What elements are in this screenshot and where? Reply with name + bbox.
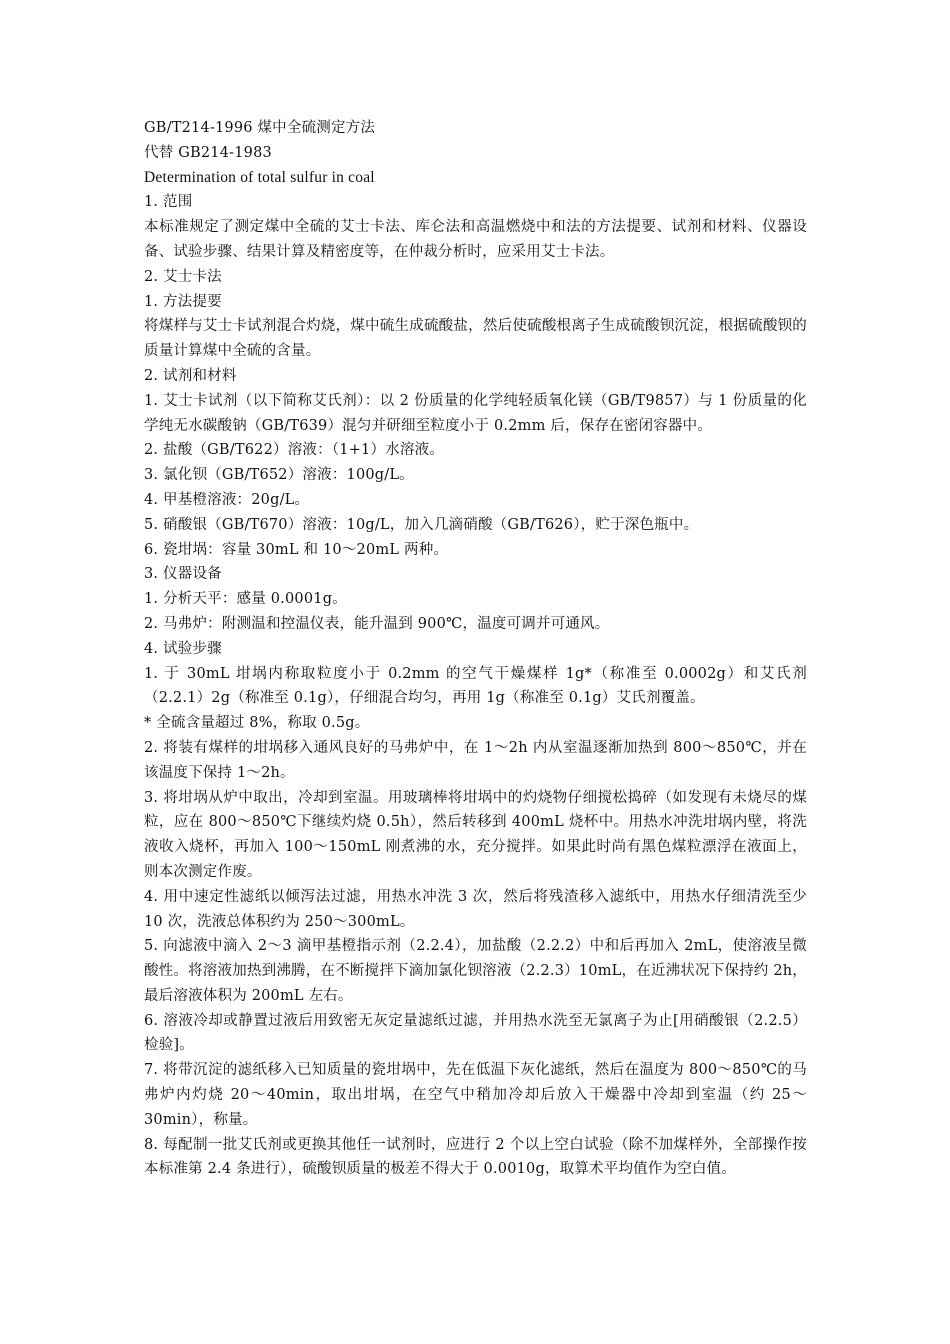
paragraph: 2. 盐酸（GB/T622）溶液：（1+1）水溶液。	[144, 442, 444, 459]
paragraph: 1. 分析天平：感量 0.0001g。	[144, 591, 347, 608]
paragraph: 将煤样与艾士卡试剂混合灼烧，煤中硫生成硫酸盐，然后使硫酸根离子生成硫酸钡沉淀，根据硫酸钡的质量计算煤中全硫的含量。	[144, 318, 807, 360]
paragraph: 本标准规定了测定煤中全硫的艾士卡法、库仑法和高温燃烧中和法的方法提要、试剂和材料、仪器设备、试验步骤、结果计算及精密度等，在仲裁分析时，应采用艾士卡法。	[144, 219, 807, 260]
paragraph: 3. 氯化钡（GB/T652）溶液：100g/L。	[144, 467, 414, 484]
paragraph: 8. 每配制一批艾氏剂或更换其他任一试剂时，应进行 2 个以上空白试验（除不加煤样外，全部操作按本标准第 2.4 条进行），硫酸钡质量的极差不得大于 0.0010g，取算术平均值作为空白值。	[144, 1136, 807, 1178]
paragraph: 1. 范围	[144, 194, 193, 211]
paragraph: 6. 瓷坩埚：容量 30mL 和 10～20mL 两种。	[144, 541, 449, 558]
document-title: GB/T214-1996 煤中全硫测定方法	[144, 120, 376, 136]
document-page	[144, 116, 807, 1182]
document-body	[144, 190, 807, 1182]
paragraph: 2. 试剂和材料	[144, 367, 237, 384]
replaces-note: 代替 GB214-1983	[144, 144, 272, 161]
paragraph: 4. 甲基橙溶液：20g/L。	[144, 491, 310, 508]
paragraph: 2. 将装有煤样的坩埚移入通风良好的马弗炉中，在 1～2h 内从室温逐渐加热到 800～850℃，并在该温度下保持 1～2h。	[144, 739, 807, 781]
paragraph: 1. 方法提要	[144, 293, 222, 310]
paragraph: 3. 将坩埚从炉中取出，冷却到室温。用玻璃棒将坩埚中的灼烧物仔细搅松捣碎（如发现有未烧尽的煤粒，应在 800～850℃下继续灼烧 0.5h），然后转移到 400mL 烧杯中。用热水冲洗坩埚内壁，将洗液收入烧杯，再加入 100～150mL 刚煮沸的水，充分搅拌。如果此时尚有黑色煤粒漂浮在液面上，则本次测定作废。	[144, 789, 807, 880]
paragraph: 2. 马弗炉：附测温和控温仪表，能升温到 900℃，温度可调并可通风。	[144, 615, 610, 632]
paragraph: 2. 艾士卡法	[144, 268, 222, 285]
paragraph: 4. 用中速定性滤纸以倾泻法过滤，用热水冲洗 3 次，然后将残渣移入滤纸中，用热水仔细清洗至少 10 次，洗液总体积约为 250～300mL。	[144, 888, 807, 930]
paragraph: 4. 试验步骤	[144, 640, 222, 657]
paragraph: 5. 硝酸银（GB/T670）溶液：10g/L，加入几滴硝酸（GB/T626），贮于深色瓶中。	[144, 516, 699, 533]
paragraph: 5. 向滤液中滴入 2～3 滴甲基橙指示剂（2.2.4），加盐酸（2.2.2）中和后再加入 2mL，使溶液呈微酸性。将溶液加热到沸腾，在不断搅拌下滴加氯化钡溶液（2.2.3）10mL，在近沸状况下保持约 2h，最后溶液体积为 200mL 左右。	[144, 938, 807, 1004]
paragraph: 1. 艾士卡试剂（以下简称艾氏剂）：以 2 份质量的化学纯轻质氧化镁（GB/T9857）与 1 份质量的化学纯无水碳酸钠（GB/T639）混匀并研细至粒度小于 0.2mm 后，保存在密闭容器中。	[144, 392, 807, 434]
english-title: Determination of total sulfur in coal	[144, 168, 375, 186]
paragraph: 1. 于 30mL 坩埚内称取粒度小于 0.2mm 的空气干燥煤样 1g*（称准至 0.0002g）和艾氏剂（2.2.1）2g（称准至 0.1g），仔细混合均匀，再用 1g（称准至 0.1g）艾氏剂覆盖。	[144, 665, 807, 707]
paragraph: 3. 仪器设备	[144, 566, 222, 583]
paragraph: * 全硫含量超过 8%，称取 0.5g。	[144, 715, 370, 732]
paragraph: 6. 溶液冷却或静置过液后用致密无灰定量滤纸过滤，并用热水洗至无氯离子为止[用硝酸银（2.2.5）检验]。	[144, 1012, 807, 1054]
paragraph: 7. 将带沉淀的滤纸移入已知质量的瓷坩埚中，先在低温下灰化滤纸，然后在温度为 800～850℃的马弗炉内灼烧 20～40min，取出坩埚，在空气中稍加冷却后放入干燥器中冷却到室温（约 25～30min），称量。	[144, 1062, 807, 1128]
